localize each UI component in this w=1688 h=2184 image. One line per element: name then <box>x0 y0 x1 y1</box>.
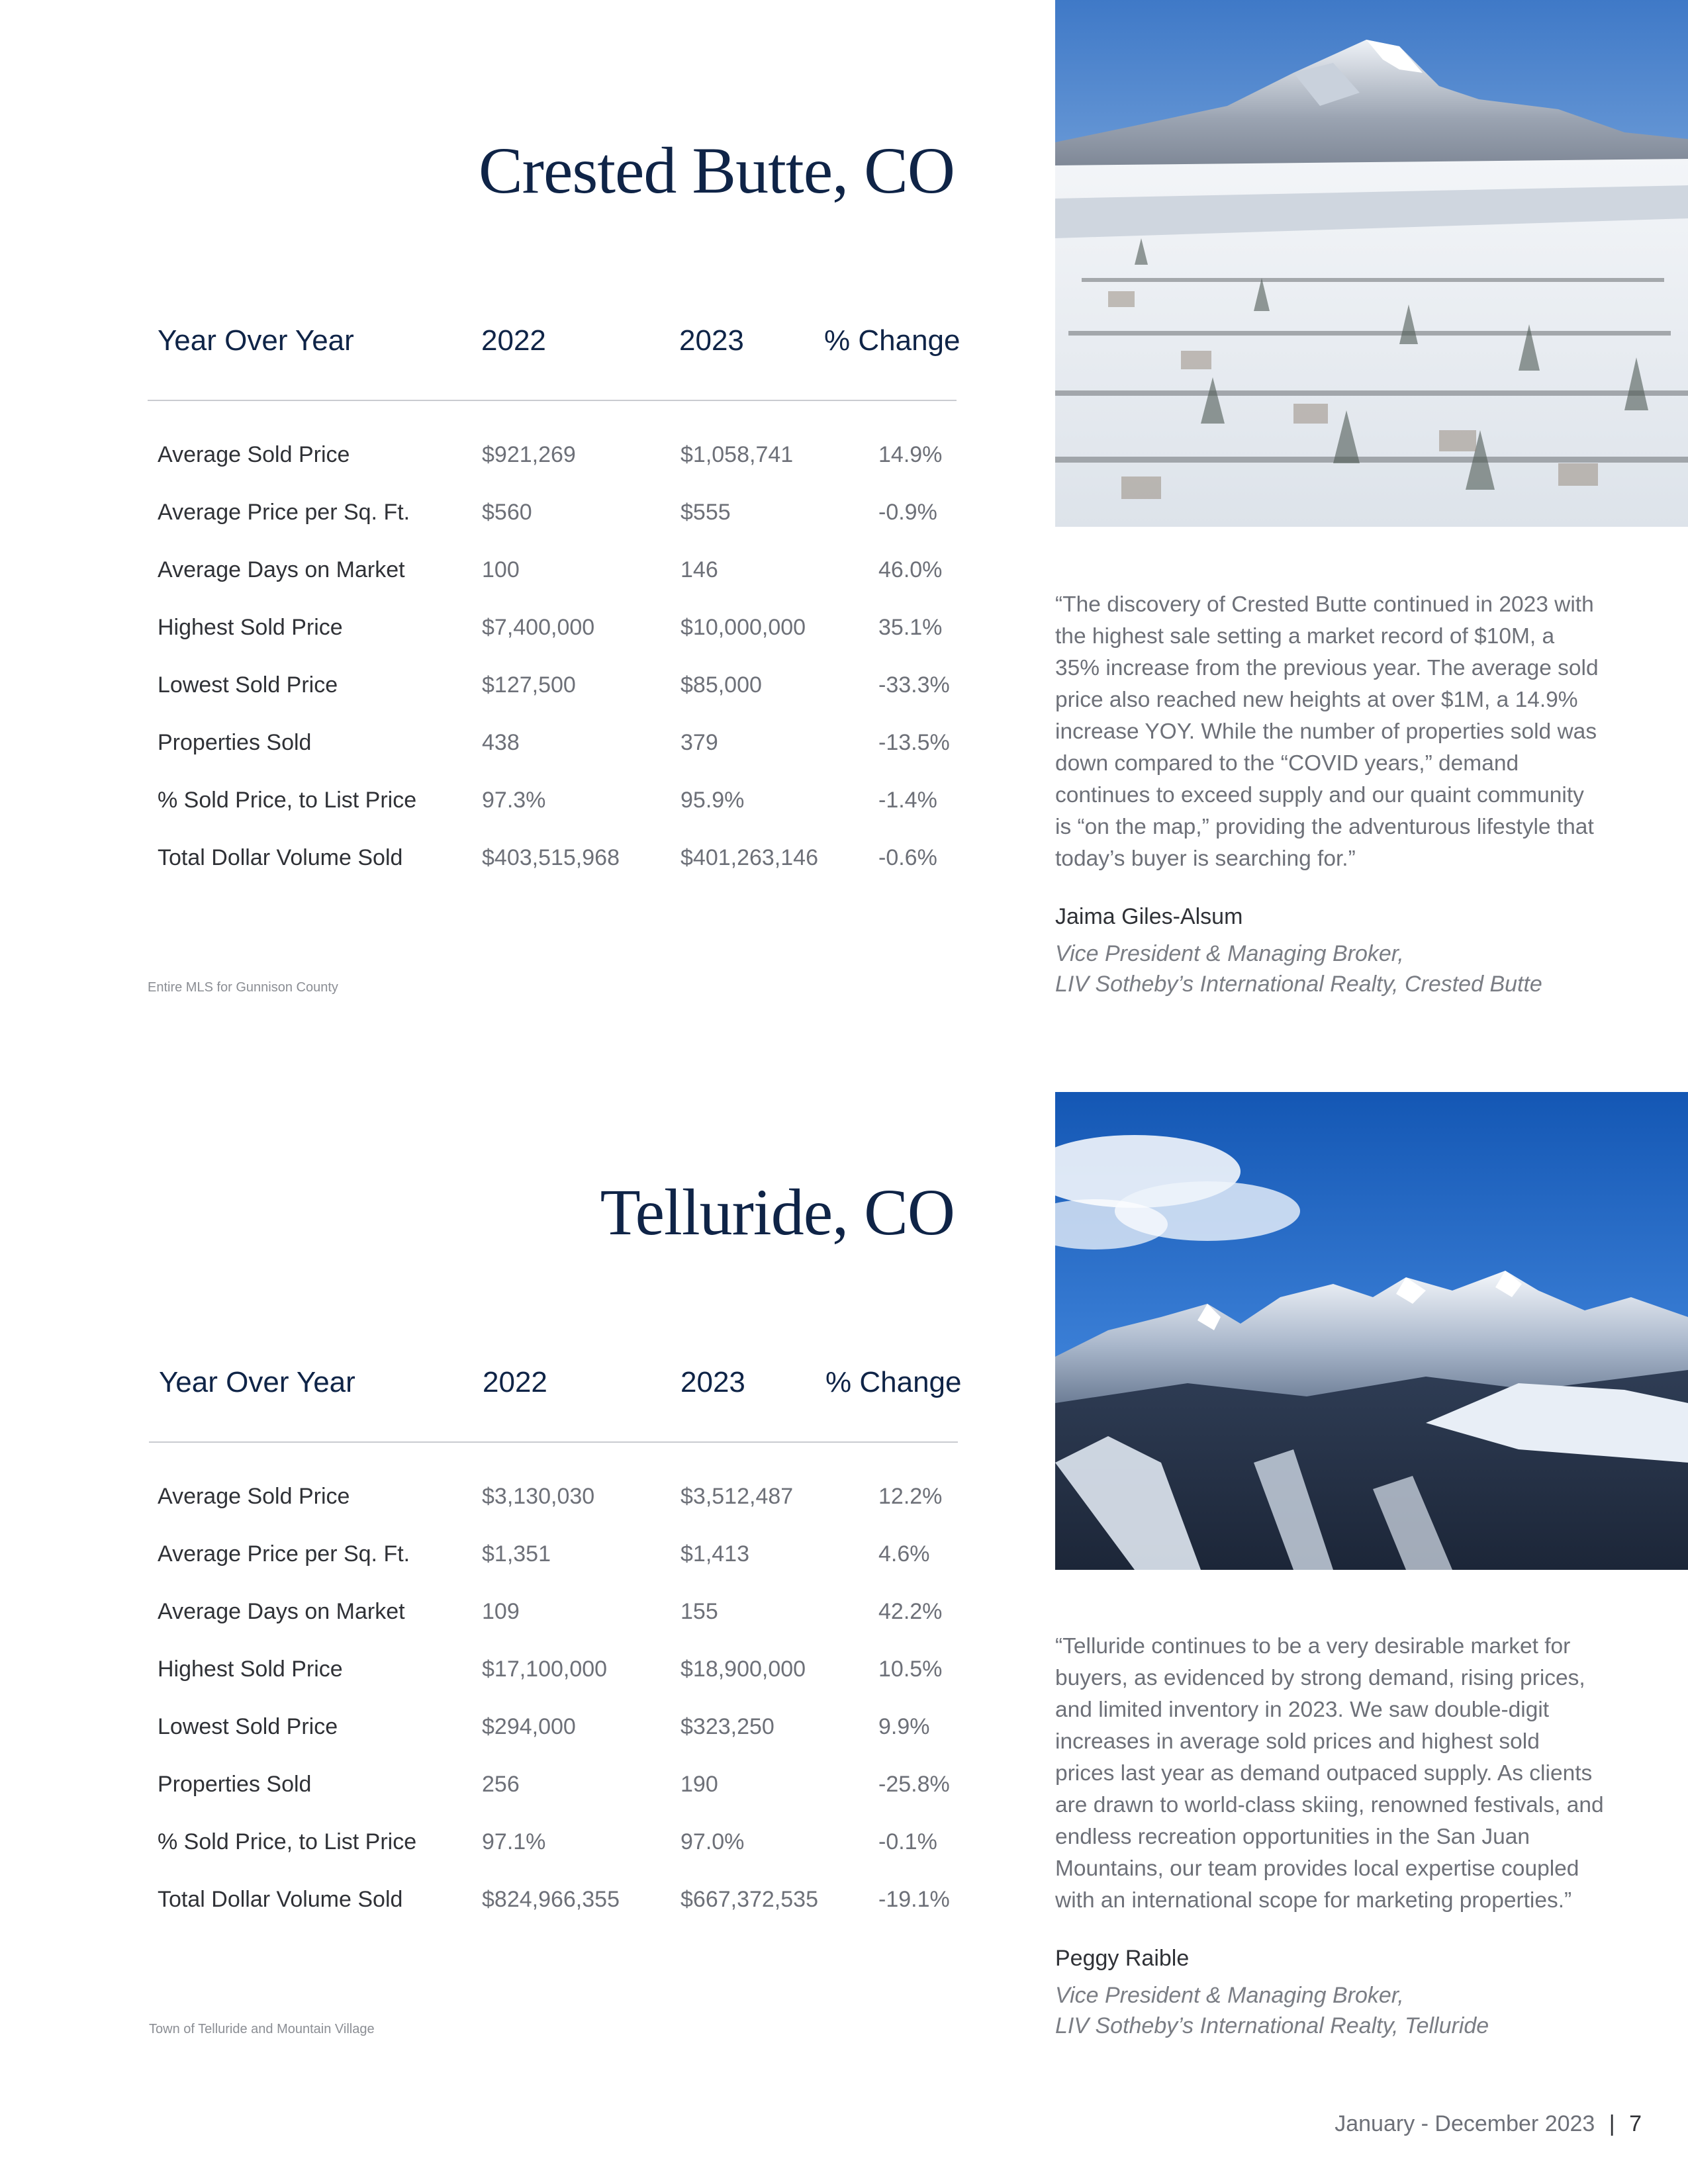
value-change: -13.5% <box>878 730 950 755</box>
value-2022: 100 <box>482 557 520 582</box>
row-label: Highest Sold Price <box>158 1657 343 1682</box>
value-2023: $1,058,741 <box>680 442 794 467</box>
quote-author: Jaima Giles-Alsum <box>1055 904 1243 929</box>
crested-butte-photo-svg <box>1055 0 1688 527</box>
header-percent-change: % Change <box>824 324 961 357</box>
row-label: Total Dollar Volume Sold <box>158 1887 403 1912</box>
table-row <box>0 788 993 821</box>
value-2023: $555 <box>680 500 731 525</box>
section-title: Telluride, CO <box>600 1175 955 1249</box>
value-change: -0.1% <box>878 1829 937 1854</box>
table-row <box>0 1829 993 1862</box>
table-row <box>0 730 993 763</box>
footer-separator: | <box>1609 2111 1615 2136</box>
value-change: 46.0% <box>878 557 943 582</box>
author-role-line2: LIV Sotheby’s International Realty, Telluride <box>1055 2013 1489 2038</box>
value-change: -0.6% <box>878 845 937 870</box>
row-label: Average Sold Price <box>158 442 350 467</box>
table-row <box>0 1714 993 1747</box>
mountain-town-photo <box>1055 0 1688 527</box>
row-label: Average Price per Sq. Ft. <box>158 500 410 525</box>
header-year-over-year: Year Over Year <box>158 324 354 357</box>
table-row <box>0 500 993 533</box>
value-change: -19.1% <box>878 1887 950 1912</box>
header-divider <box>149 1441 958 1443</box>
value-2022: $560 <box>482 500 532 525</box>
header-divider <box>148 400 957 401</box>
header-2023: 2023 <box>680 1366 745 1398</box>
value-change: 35.1% <box>878 615 943 640</box>
table-row <box>0 1887 993 1920</box>
table-row <box>0 442 993 475</box>
table-row <box>0 1599 993 1632</box>
row-label: Lowest Sold Price <box>158 1714 338 1739</box>
value-2022: $127,500 <box>482 672 576 698</box>
value-change: 4.6% <box>878 1541 930 1567</box>
row-label: Properties Sold <box>158 1772 312 1797</box>
table-row <box>0 845 993 878</box>
value-2023: 95.9% <box>680 788 745 813</box>
value-2023: 190 <box>680 1772 718 1797</box>
value-2023: $3,512,487 <box>680 1484 794 1509</box>
value-change: -0.9% <box>878 500 937 525</box>
value-2023: 379 <box>680 730 718 755</box>
value-change: 10.5% <box>878 1657 943 1682</box>
section-title: Crested Butte, CO <box>478 134 955 207</box>
row-label: % Sold Price, to List Price <box>158 788 417 813</box>
value-change: -33.3% <box>878 672 950 698</box>
broker-quote: “Telluride continues to be a very desirable market for buyers, as evidenced by strong demand, rising prices, and limited inventory in 2023. We saw double-digit increases in average sold prices and highest sold prices last year as demand outpaced supply. As clients are drawn to world-class skiing, renowned festivals, and endless recreation opportunities in the San Juan Mountains, our team provides local expertise coupled with an international scope for marketing properties.” <box>1055 1634 1604 1913</box>
header-2022: 2022 <box>481 324 546 357</box>
table-row <box>0 557 993 590</box>
value-2022: 438 <box>482 730 520 755</box>
broker-quote: “The discovery of Crested Butte continued in 2023 with the highest sale setting a market record of $10M, a 35% increase from the previous year. The average sold price also reached new heights at over $1M, a 14.9% increase YOY. While the number of properties sold was down compared to the “COVID years,” demand continues to exceed supply and our quaint community is “on the map,” providing the adventurous lifestyle that today’s buyer is searching for.” <box>1055 592 1599 871</box>
value-2022: 109 <box>482 1599 520 1624</box>
table-row <box>0 1484 993 1517</box>
row-label: Average Sold Price <box>158 1484 350 1509</box>
value-2022: $3,130,030 <box>482 1484 595 1509</box>
page-number: 7 <box>1629 2111 1642 2136</box>
value-2022: $403,515,968 <box>482 845 620 870</box>
row-label: Lowest Sold Price <box>158 672 338 698</box>
header-2022: 2022 <box>483 1366 547 1398</box>
value-2023: $323,250 <box>680 1714 774 1739</box>
header-percent-change: % Change <box>825 1366 962 1398</box>
value-2023: $667,372,535 <box>680 1887 818 1912</box>
row-label: Average Days on Market <box>158 1599 405 1624</box>
source-note: Town of Telluride and Mountain Village <box>149 2022 375 2036</box>
report-period: January - December 2023 <box>1335 2111 1595 2136</box>
mountain-range-photo <box>1055 1092 1688 1570</box>
row-label: Average Days on Market <box>158 557 405 582</box>
row-label: Properties Sold <box>158 730 312 755</box>
value-2022: 256 <box>482 1772 520 1797</box>
quote-author: Peggy Raible <box>1055 1946 1190 1971</box>
value-change: 12.2% <box>878 1484 943 1509</box>
value-2023: 146 <box>680 557 718 582</box>
table-row <box>0 1657 993 1690</box>
table-row <box>0 1541 993 1574</box>
value-2022: $294,000 <box>482 1714 576 1739</box>
value-2022: $7,400,000 <box>482 615 595 640</box>
value-change: 42.2% <box>878 1599 943 1624</box>
author-role-line1: Vice President & Managing Broker, <box>1055 1983 1404 2008</box>
value-2022: 97.3% <box>482 788 546 813</box>
table-row <box>0 615 993 648</box>
telluride-photo-svg <box>1055 1092 1688 1570</box>
value-2023: $10,000,000 <box>680 615 806 640</box>
value-change: 9.9% <box>878 1714 930 1739</box>
author-role-line2: LIV Sotheby’s International Realty, Crested Butte <box>1055 972 1542 997</box>
value-2022: $17,100,000 <box>482 1657 608 1682</box>
value-2022: 97.1% <box>482 1829 546 1854</box>
value-2023: $18,900,000 <box>680 1657 806 1682</box>
row-label: % Sold Price, to List Price <box>158 1829 417 1854</box>
table-row <box>0 1772 993 1805</box>
value-2022: $824,966,355 <box>482 1887 620 1912</box>
value-2022: $1,351 <box>482 1541 551 1567</box>
source-note: Entire MLS for Gunnison County <box>148 980 338 995</box>
value-change: 14.9% <box>878 442 943 467</box>
value-change: -25.8% <box>878 1772 950 1797</box>
header-year-over-year: Year Over Year <box>159 1366 355 1398</box>
row-label: Average Price per Sq. Ft. <box>158 1541 410 1567</box>
header-2023: 2023 <box>679 324 744 357</box>
page-footer <box>1335 2111 1642 2137</box>
table-row <box>0 672 993 705</box>
row-label: Total Dollar Volume Sold <box>158 845 403 870</box>
value-2023: 155 <box>680 1599 718 1624</box>
author-role-line1: Vice President & Managing Broker, <box>1055 941 1404 966</box>
value-2023: 97.0% <box>680 1829 745 1854</box>
value-change: -1.4% <box>878 788 937 813</box>
value-2023: $401,263,146 <box>680 845 818 870</box>
value-2023: $1,413 <box>680 1541 749 1567</box>
row-label: Highest Sold Price <box>158 615 343 640</box>
value-2022: $921,269 <box>482 442 576 467</box>
value-2023: $85,000 <box>680 672 762 698</box>
